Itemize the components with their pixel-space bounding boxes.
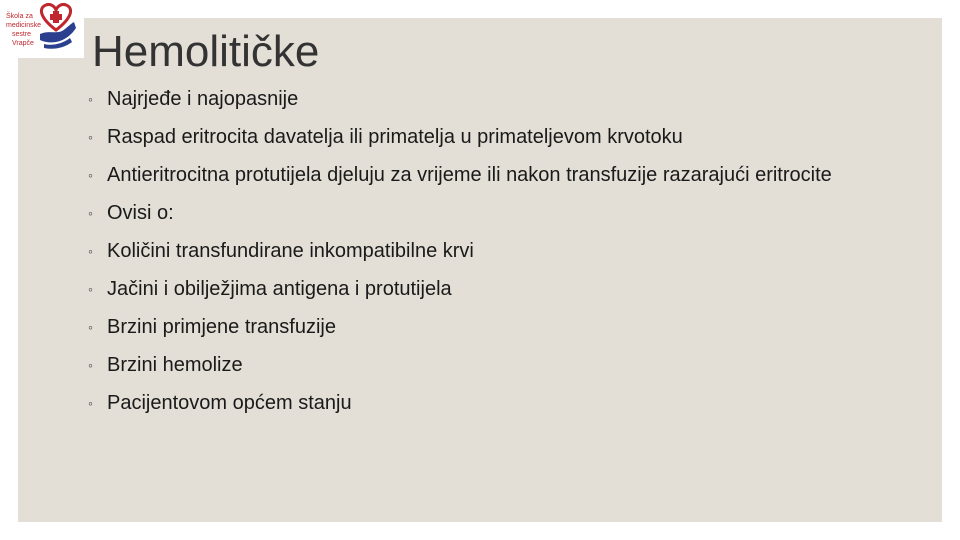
bullet-item: [88, 200, 888, 226]
bullet-marker: ◦: [88, 167, 93, 183]
bullet-text: Raspad eritrocita davatelja ili primatelja u primateljevom krvotoku: [107, 126, 683, 148]
bullet-marker: ◦: [88, 205, 93, 221]
bullet-text: Jačini i obilježjima antigena i protutijela: [107, 278, 452, 300]
bullet-item: [88, 390, 888, 416]
bullet-item: [88, 86, 888, 112]
bullet-item: [88, 352, 888, 378]
bullet-marker: ◦: [88, 281, 93, 297]
bullet-marker: ◦: [88, 357, 93, 373]
logo-line-1: Škola za: [6, 13, 33, 20]
bullet-item: [88, 276, 888, 302]
bullet-list: [88, 86, 888, 428]
bullet-marker: ◦: [88, 91, 93, 107]
bullet-text: Brzini hemolize: [107, 354, 243, 376]
bullet-item: [88, 162, 888, 188]
bullet-marker: ◦: [88, 395, 93, 411]
bullet-marker: ◦: [88, 243, 93, 259]
bullet-text: Pacijentovom općem stanju: [107, 392, 352, 414]
bullet-item: [88, 124, 888, 150]
logo-line-3: sestre: [12, 31, 32, 38]
bullet-marker: ◦: [88, 319, 93, 335]
heart-hands-icon: [0, 0, 84, 58]
bullet-text: Brzini primjene transfuzije: [107, 316, 336, 338]
school-logo: [0, 0, 84, 58]
slide-title: Hemolitičke: [92, 27, 320, 76]
bullet-text: Količini transfundirane inkompatibilne krvi: [107, 240, 474, 262]
bullet-text: Najrjeđe i najopasnije: [107, 88, 299, 110]
bullet-item: [88, 314, 888, 340]
bullet-marker: ◦: [88, 129, 93, 145]
logo-line-2: medicinske: [6, 22, 42, 29]
bullet-text: Ovisi o:: [107, 202, 174, 224]
bullet-item: [88, 238, 888, 264]
logo-line-4: Vrapče: [12, 40, 34, 47]
bullet-text: Antieritrocitna protutijela djeluju za vrijeme ili nakon transfuzije razarajući eritrocite: [107, 164, 832, 186]
